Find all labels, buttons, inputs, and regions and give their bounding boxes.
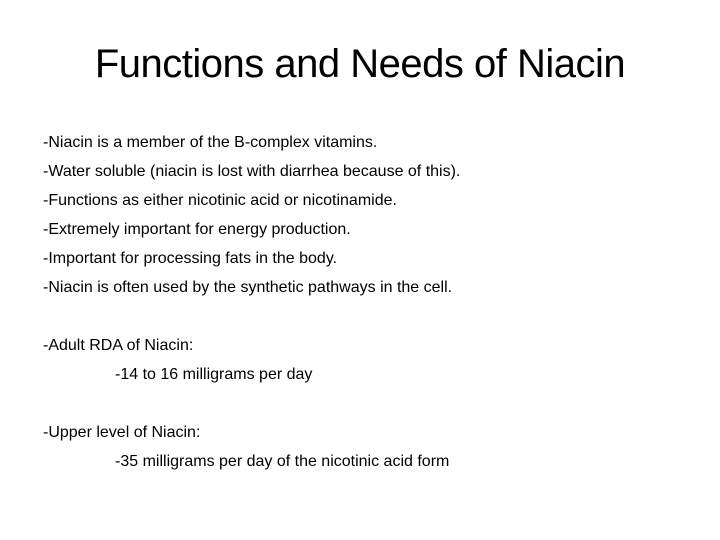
spacer (43, 302, 703, 331)
spacer (43, 389, 703, 418)
bullet-line: -Water soluble (niacin is lost with diarrhea because of this). (43, 163, 461, 180)
rda-heading: -Adult RDA of Niacin: (43, 337, 194, 354)
upper-level-value: -35 milligrams per day of the nicotinic acid form (115, 453, 450, 470)
bullet-line: -Extremely important for energy production. (43, 221, 351, 238)
slide-body (43, 128, 703, 476)
bullet-line: -Niacin is a member of the B-complex vitamins. (43, 134, 378, 151)
slide-title: Functions and Needs of Niacin (94, 42, 626, 86)
bullet-line: -Niacin is often used by the synthetic pathways in the cell. (43, 279, 453, 296)
upper-level-heading: -Upper level of Niacin: (43, 424, 201, 441)
rda-value: -14 to 16 milligrams per day (115, 366, 313, 383)
bullet-line: -Functions as either nicotinic acid or nicotinamide. (43, 192, 397, 209)
bullet-line: -Important for processing fats in the body. (43, 250, 338, 267)
